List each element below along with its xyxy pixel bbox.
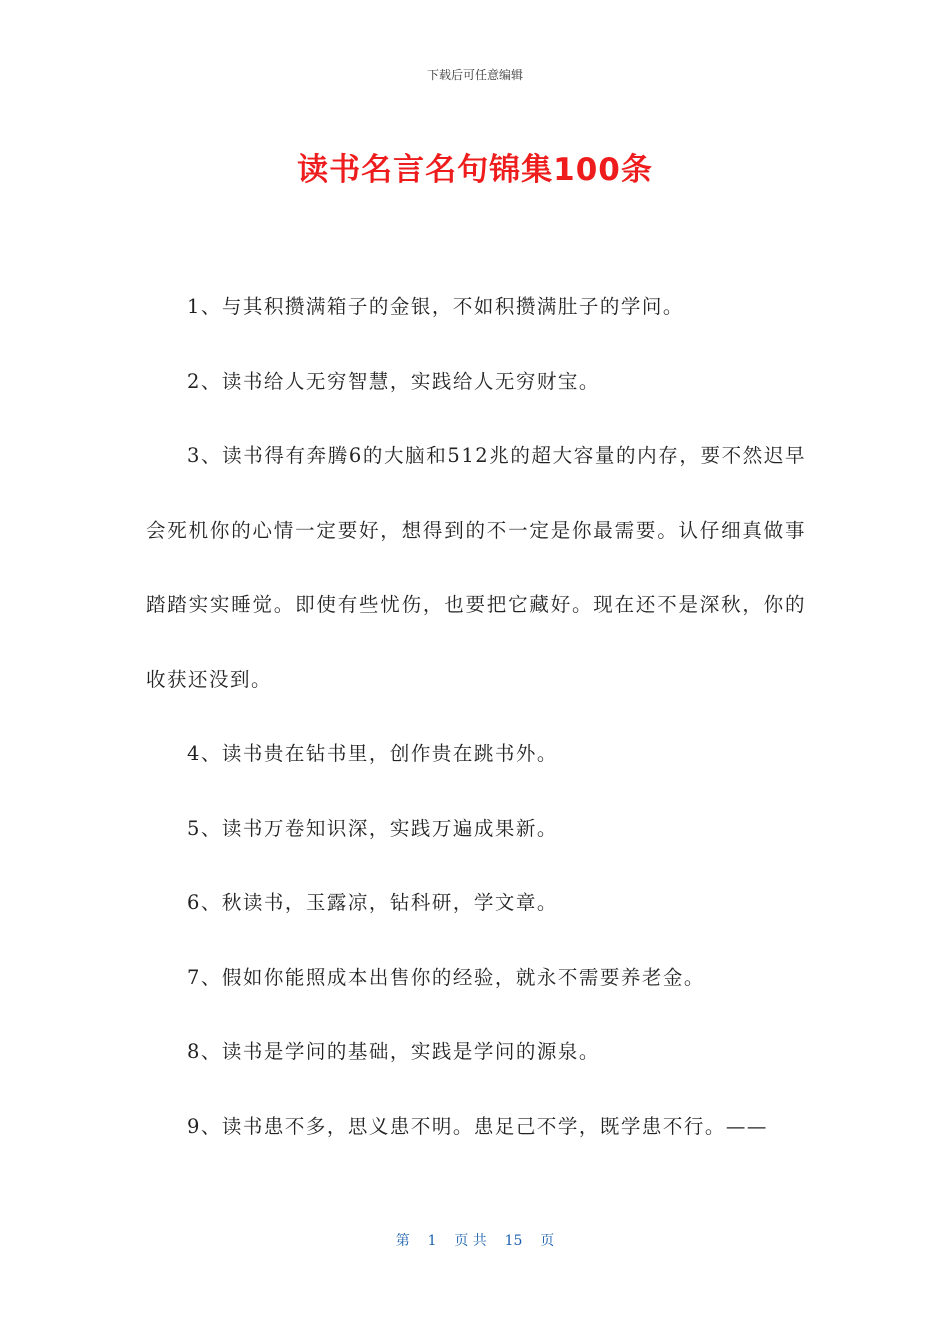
- quote-paragraph-5: 5、读书万卷知识深，实践万遍成果新。: [187, 816, 558, 840]
- quote-paragraph-7: 7、假如你能照成本出售你的经验，就永不需要养老金。: [187, 965, 705, 989]
- document-title: 读书名言名句锦集100条: [297, 152, 653, 188]
- quote-paragraph-6: 6、秋读书，玉露凉，钻科研，学文章。: [187, 891, 558, 914]
- quote-paragraph-1: 1、与其积攒满箱子的金银，不如积攒满肚子的学问。: [187, 295, 684, 318]
- quote-paragraph-8: 8、读书是学问的基础，实践是学问的源泉。: [187, 1040, 600, 1063]
- total-pages-number: 15: [504, 1233, 523, 1249]
- footer-suffix: 页: [540, 1233, 555, 1249]
- page-footer: [0, 1230, 950, 1250]
- quote-paragraph-9: 9、读书患不多，思义患不明。患足己不学，既学患不行。——: [187, 1114, 768, 1138]
- footer-mid: 页 共: [454, 1233, 487, 1249]
- document-body: [146, 270, 806, 1164]
- quote-paragraph-3: 3、读书得有奔腾6的大脑和512兆的超大容量的内存，要不然迟早会死机你的心情一定要好，想得到的不一定是你最需要。认仔细真做事踏踏实实睡觉。即使有些忧伤，也要把它藏好。现在还不是深秋，你的收获还没到。: [146, 444, 806, 691]
- quote-paragraph-2: 2、读书给人无穷智慧，实践给人无穷财宝。: [187, 369, 600, 393]
- header-note: 下载后可任意编辑: [426, 68, 523, 82]
- footer-prefix: 第: [395, 1233, 410, 1249]
- quote-paragraph-4: 4、读书贵在钻书里，创作贵在跳书外。: [187, 742, 558, 765]
- current-page-number: 1: [427, 1233, 437, 1249]
